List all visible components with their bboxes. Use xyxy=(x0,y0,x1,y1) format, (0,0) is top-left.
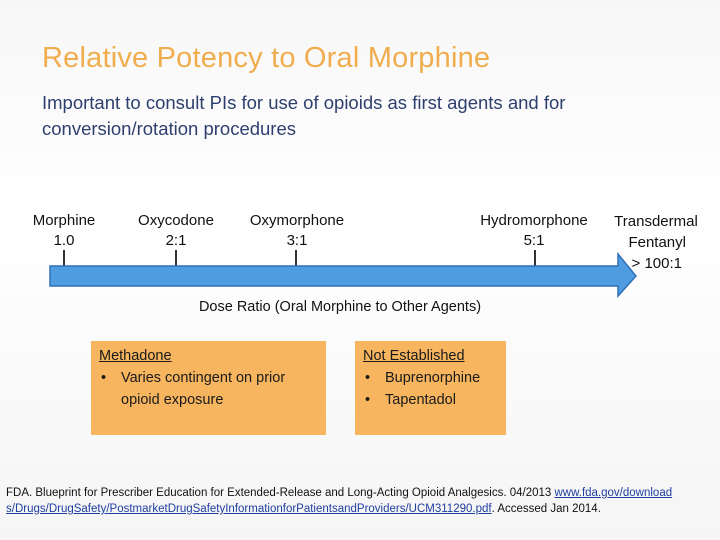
list-item: • Tapentadol xyxy=(363,389,500,411)
timeline-arrow xyxy=(50,254,636,296)
list-item: • Buprenorphine xyxy=(363,367,500,389)
drug-ratio: 2:1 xyxy=(165,232,187,249)
drug-ratio: > 100:1 xyxy=(631,255,682,272)
not-established-heading: Not Established xyxy=(363,348,465,364)
list-item: • Varies contingent on prior opioid exposure xyxy=(99,367,320,411)
methadone-list xyxy=(99,367,320,411)
not-established-list xyxy=(363,367,500,411)
drug-ratio: 5:1 xyxy=(523,232,545,249)
slide-title: Relative Potency to Oral Morphine xyxy=(42,42,491,74)
drug-name-line2: Fentanyl xyxy=(628,234,686,251)
drug-name: Hydromorphone xyxy=(480,212,588,229)
methadone-heading: Methadone xyxy=(99,348,172,364)
drug-name: Morphine xyxy=(32,212,96,229)
drug-name: Oxymorphone xyxy=(249,212,345,229)
drug-ratio: 1.0 xyxy=(53,232,75,249)
drug-name: Oxycodone xyxy=(138,212,214,229)
footnote-citation: FDA. Blueprint for Prescriber Education for Extended-Release and Long-Acting Opioid Analgesics. 04/2013 xyxy=(6,487,555,499)
axis-label: Dose Ratio (Oral Morphine to Other Agents) xyxy=(198,299,482,315)
footnote xyxy=(6,485,676,517)
methadone-box xyxy=(91,341,326,435)
drug-ratio: 3:1 xyxy=(286,232,308,249)
footnote-link[interactable]: www.fda.gov/downloads/Drugs/DrugSafety/PostmarketDrugSafetyInformationforPatientsandProviders/UCM311290.pdf xyxy=(6,487,673,515)
slide-subtitle: Important to consult PIs for use of opioids as first agents and for conversion/rotation procedures xyxy=(42,92,566,139)
not-established-box xyxy=(355,341,506,435)
dose-ratio-timeline xyxy=(0,240,720,300)
footnote-accessed: . Accessed Jan 2014. xyxy=(491,503,601,515)
drug-name-line1: Transdermal xyxy=(614,213,698,230)
